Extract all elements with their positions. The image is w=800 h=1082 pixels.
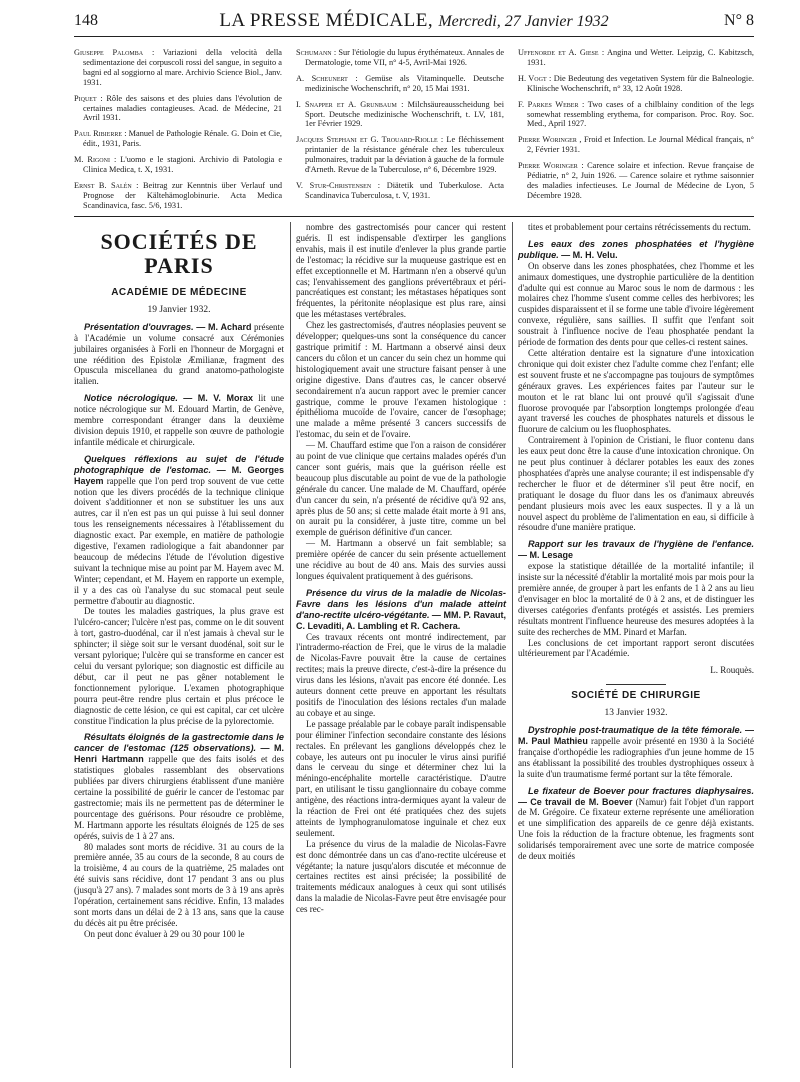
article-paragraph: [74, 393, 284, 448]
body-paragraph: — M. Chauffard estime que l'on a raison de considérer au point de vue clinique que certains malades opérés d'un cancer sont guéris, mais que la guérison réelle est beaucoup plus discutable au point de vue de la pathologie générale du cancer. Une malade de M. Chauffard, opérée d'un cancer du sein, n'a présenté de récidive qu'à 92 ans, après plus de 50 ans; si cette malade était morte à 91 ans, on aurait pu la considérer, à juste titre, comme un bel exemple de guérison définitive d'un cancer.: [296, 440, 506, 538]
article-text: lit une notice nécrologique sur M. Edouard Martin, de Genève, membre correspondant étranger dans la deuxième division depuis 1910, et rappelle son œuvre de pathologie infantile médicale et chirurgicale.: [74, 393, 285, 447]
article-authors: — M. Henri Hartmann: [74, 743, 285, 765]
reference-text: : Variazioni della velocità della sedimentazione dei corpuscoli rossi del sangue, in seguito a bagni ed al soggiorno al mare. Archivio Science Biol., Janv. 1931.: [83, 48, 282, 87]
reference-text: : Milchsäureausscheidung bei Sport. Deutsche medizinische Wochenschrift, t. LV, 181, 1er Février 1929.: [305, 99, 505, 129]
reference-entry: [296, 48, 504, 68]
reference-entry: [74, 181, 282, 211]
reference-text: , Froid et Infection. Le Journal Médical français, n° 2, Février 1931.: [527, 135, 755, 155]
reference-author: Paul Ribierre: [74, 129, 122, 139]
article-heading: Quelques réflexions au sujet de l'étude photographique de l'estomac.: [74, 453, 284, 475]
body-paragraph: Cette altération dentaire est la signature d'une intoxication chronique qui doit exister chez l'adulte comme chez l'enfant; elle est souvent fruste et ne s'accompagne pas toujours de symptômes généraux graves. Les expériences faites par l'auteur sur le mouton et le rat blanc lui ont prouvé qu'il s'agissait d'une fluorose provoquée par l'absorption longtemps prolongée d'eau ayant traversé les couches de phosphates naturels et dissous le fluorure de calcium ou les fluophosphates.: [518, 347, 754, 435]
body-paragraph: — M. Hartmann a observé un fait semblable; sa première opérée de cancer du sein présente actuellement une récidive au bout de 40 ans. Mais des survies aussi longues équivalent pratiquement à des guérisons.: [296, 538, 506, 581]
article-authors: — M. Paul Mathieu: [518, 725, 755, 746]
reference-author: Piquet: [74, 93, 97, 103]
article-text: rappelle que des faits isolés et des statistiques globales rassemblant des observations publiées par divers chirurgiens établissent d'une manière certaine la possibilité de guérir le cancer de l'estomac par gastrectomie; mais ils ne permettent pas de déterminer le pourcentage des guérisons. Pour résoudre ce problème, M. Hartmann apporte les résultats éloignés de 125 de ses opérés, suivis de 1 à 27 ans.: [74, 754, 285, 841]
reference-text: : L'uomo e le stagioni. Archivio di Patologia e Clinica Medica, t. X, 1931.: [83, 155, 283, 175]
reference-text: : Carence solaire et infection. Revue française de Pédiatrie, n° 2, Juin 1926. — Carence solaire et rythme saisonnier des maladies infectieuses. Le Journal de Médecine de Lyon, 5 Décembre 1928.: [527, 161, 754, 200]
reference-author: Jacques Stephani et G. Trouard-Riolle: [296, 135, 438, 145]
article-heading: Dystrophie post-traumatique de la tête fémorale.: [528, 725, 743, 736]
reference-text: : Die Bedeutung des vegetativen System für die Balneologie. Klinische Wochenschrift, n° 33, 12 Août 1928.: [527, 73, 754, 93]
academie-items: [74, 322, 284, 940]
main-col-2: [296, 222, 506, 915]
header-rule: [74, 36, 754, 37]
article-heading: Le fixateur de Boever pour fractures diaphysaires.: [528, 785, 754, 796]
issue-date: Mercredi, 27 Janvier 1932: [438, 13, 609, 30]
reference-text: : Sur l'étiologie du lupus érythémateux. Annales de Dermatologie, tome VII, n° 4-5, Avril-Mai 1926.: [305, 48, 505, 67]
hartmann-continuation: [296, 222, 506, 582]
reference-entry: [296, 181, 504, 201]
journal-title-line: [74, 10, 754, 32]
reference-text: : Angina und Wetter. Leipzig, C. Kabitzsch, 1931.: [527, 48, 754, 67]
article-text: (Namur) fait l'objet d'un rapport de M. Grégoire. Ce fixateur externe représente une amélioration et une simplification des appareils de ce genre déjà existants. Une fois la réduction de la fracture obtenue, les fragments sont solidarisés temporairement avec une sorte de matrice composée de deux moitiés: [518, 796, 755, 862]
reference-author: Schumann: [296, 48, 332, 57]
reference-text: : Le fléchissement printanier de la résistance générale chez les tuberculeux pulmonaires, traduit par la déviation à gauche de la formule d'Arneth. Revue de la Tuberculose, n° 6, Décembre 1929.: [305, 135, 504, 175]
reference-text: : Beitrag zur Kenntnis über Verlauf und Prognose der Kältehämoglobinurie. Acta Medica Scandinavica, fasc. 5/6, 1931.: [83, 180, 282, 210]
body-paragraph: Contrairement à l'opinion de Cristiani, le fluor contenu dans les eaux peut donc être la cause d'une intoxication chronique. On ne peut plus continuer à déclarer potables les eaux des zones phosphatées d'après une analyse courante; il est indispensable d'y rechercher le fluor et de déterminer s'il peut être nocif, en pratiquant le dosage du fluor dans les os d'animaux abreuvés pendant plusieurs mois avec les eaux suspectes. Il y a là un nouvel aspect du problème de l'alimentation en eau, si difficile à résoudre d'une manière pratique.: [518, 435, 754, 533]
reference-author: A. Scheunert: [296, 73, 348, 83]
academie-title: ACADÉMIE DE MÉDECINE: [111, 287, 247, 298]
page-header: [74, 8, 754, 36]
article-text: 80 malades sont morts de récidive. 31 au cours de la première année, 35 au cours de la seconde, 8 au cours de la troisième, 4 au cours de la quatrième, 25 malades ont été suivis sans récidive, dont 17 pendant 3 ans ou plus (jusqu'à 27 ans). 7 malades sont morts de 3 à 19 ans après l'opération, certainement sans récidive. Enfin, 13 malades sont morts dans un délai de 2 à 13 ans, sans que la cause du décès ait pu être précisée.: [74, 841, 284, 928]
reference-entry: [296, 74, 504, 94]
rapport-body: [518, 561, 754, 659]
article-heading: Présentation d'ouvrages.: [84, 321, 194, 332]
reference-author: V. Stur-Christensen: [296, 180, 372, 190]
reference-entry: [518, 135, 754, 155]
reference-author: Pierre Woringer: [518, 135, 577, 145]
body-paragraph: Ces travaux récents ont montré indirectement, par l'intradermo-réaction de Frei, que le virus de la maladie de Nicolas-Favre pouvait être la cause de certaines rectites; mais la preuve directe, c'est-à-dire la présence du virus dans les lésions, n'avait pas encore été donnée. Les auteurs donnent cette preuve en apportant les résultats positifs de l'inoculation des lésions rectales d'un malade au cobaye et au singe.: [296, 631, 506, 718]
article-paragraph: [74, 322, 284, 387]
article-text: rappelle avoir présenté en 1930 à la Société française d'orthopédie les radiographies d'un jeune homme de 15 ans établissant la possibilité des troubles dystrophiques osseux à la suite d'un traumatisme fermé portant sur la tête fémorale.: [518, 735, 754, 779]
signature: L. Rouquès.: [710, 665, 754, 676]
references-rule: [74, 216, 754, 217]
article-paragraph: [74, 454, 284, 607]
body-paragraph: On observe dans les zones phosphatées, chez l'homme et les animaux domestiques, une dystrophie particulière de la dentition d'adulte qui est connue au Maroc sous le nom de darmous : les molaires chez l'homme s'usent comme celles des herbivores; les cuspides disparaissent et il se forme une table d'ivoire légèrement convexe, régulière, sans saillies. Il suffit que l'enfant soit soustrait à l'influence nocive de l'eau phosphatée pendant la période de formation des dents pour que celles-ci restent saines.: [518, 260, 754, 348]
rapport-heading: Rapport sur les travaux de l'hygiène de l'enfance. — M. Lesage: [518, 539, 754, 561]
main-col-3: [518, 222, 754, 862]
body-paragraph: Chez les gastrectomisés, d'autres néoplasies peuvent se développer; quelques-uns sont la conséquence du cancer gastrique primitif : M. Hartmann a observé ainsi deux cancers du côlon et un cancer du sein chez un homme qui histologiquement avait une structure faisant penser à une origine digestive. Dans d'autres cas, le cancer observé secondairement n'a aucun rapport avec le premier cancer gastrique, comme le prouve l'examen histologique : épithélioma mucoïde de l'ovaire, cancer de l'œsophage; une malade a même présenté 3 cancers successifs de l'estomac, du sein et de l'ovaire.: [296, 320, 506, 440]
reference-author: Pierre Woringer: [518, 161, 578, 171]
eaux-heading: Les eaux des zones phosphatées et l'hygiène publique. — M. H. Velu.: [518, 238, 754, 260]
reference-entry: [74, 94, 282, 124]
reference-text: : Diätetik und Tuberkulose. Acta Scandinavica Tuberculosa, t. V, 1931.: [305, 180, 504, 200]
chirurgie-title: SOCIÉTÉ DE CHIRURGIE: [571, 690, 701, 702]
article-heading: Notice nécrologique.: [84, 393, 178, 404]
reference-entry: [296, 135, 504, 175]
section-divider: [606, 684, 666, 685]
journal-title: LA PRESSE MÉDICALE,: [219, 10, 434, 31]
article-paragraph: [74, 929, 284, 940]
column-divider: [512, 222, 513, 1068]
article-paragraph: [74, 842, 284, 929]
article-text: De toutes les maladies gastriques, la plus grave est l'ulcéro-cancer; l'ulcère n'est pas, comme on le dit souvent à tort, gastro-duodénal, car il n'est jamais à cheval sur le sphincter; il siège soit sur le versant duodénal, soit sur le versant pylorique; l'ulcère qui se transforme en cancer est celui du versant pylorique; son diagnostic est difficile au début, car il peut ne pas gêner notablement le fonctionnement pylorique. L'examen photographique pourra peut-être rendre plus certain et plus précoce le diagnostic de cette lésion, ce qui est capital, car cet ulcère constitue l'indication la plus précise de la pylorectomie.: [74, 606, 284, 726]
nicolas-favre-body: [296, 632, 506, 916]
reference-author: I. Snapper et A. Grunbaum: [296, 99, 397, 109]
reference-entry: [74, 48, 282, 88]
section-title: SOCIÉTÉS DE PARIS: [100, 229, 258, 278]
article-heading: Résultats éloignés de la gastrectomie dans le cancer de l'estomac (125 observations).: [74, 732, 284, 754]
eaux-body: [518, 261, 754, 534]
reference-entry: [518, 74, 754, 94]
article-text: On peut donc évaluer à 29 ou 30 pour 100 le: [84, 928, 245, 939]
reference-author: F. Parkes Weber: [518, 99, 579, 109]
reference-entry: [518, 161, 754, 201]
article-text: rappelle que l'on perd trop souvent de vue cette notion que les divers procédés de la technique clinique doivent s'additionner et non se substituer les uns aux autres, car il n'en est pas un qui puisse à lui seul donner tous les renseignements nécessaires à l'établissement du diagnostic exact. Par exemple, en matière de pathologie digestive, l'examen radiologique a fait abandonner par beaucoup de médecins l'étude de l'évolution digestive suivant la technique mise au point par M. Hayem avec M. Winter; cependant, et M. Hayem en rapporte un exemple, il y a des cas où l'analyse du suc stomacal peut seule permettre d'aboutir au diagnostic.: [74, 475, 284, 606]
chirurgie-items: [518, 725, 754, 862]
article-text: présente à l'Académie un volume consacré aux Cérémonies jubilaires organisées à Forli en l'honneur de Morgagni et une réédition des Epistolæ Æmilianæ, fragment des Opuscula miscellanea du grand anatomo-pathologiste italien.: [74, 321, 285, 387]
page-number: 148: [74, 12, 98, 29]
body-paragraph: nombre des gastrectomisés pour cancer qui restent guéris. Il est indispensable d'extirper les ganglions envahis, mais il est inutile d'enlever la plus grande partie de l'estomac; la récidive sur la muqueuse gastrique est en effet exceptionnelle et M. Hartmann n'en a observé qu'un cas; l'envahissement des ganglions prévertébraux et péri-pancréatiques est constant; les métastases hépatiques sont fréquentes, la péritonite néoplasique est plus rare, ainsi que les métastases vertébrales.: [296, 222, 506, 320]
article-paragraph: [518, 786, 754, 862]
column-divider: [290, 222, 291, 1068]
references-col-2: [296, 48, 504, 207]
main-col-1: [74, 226, 284, 940]
article-authors: — M. V. Morax: [183, 393, 253, 404]
references-col-3: [518, 48, 754, 207]
references-col-1: [74, 48, 282, 217]
reference-entry: [296, 100, 504, 130]
chirurgie-date: 13 Janvier 1932.: [604, 708, 668, 719]
reference-text: : Manuel de Pathologie Rénale. G. Doin et Cie, édit., 1931, Paris.: [83, 129, 282, 149]
reference-author: Ernst B. Salén: [74, 180, 132, 190]
academie-date: 19 Janvier 1932.: [147, 304, 211, 315]
body-paragraph: La présence du virus de la maladie de Nicolas-Favre est donc démontrée dans un cas d'ano-rectite ulcéreuse et végétante; la nature jusqu'alors discutée et méconnue de certaines rectites est ainsi précisée; la possibilité de traitements médicaux analogues à ceux qui sont utilisés dans la maladie de Nicolas-Favre peut être envisagée pour ces rec-: [296, 838, 506, 915]
issue-number: N° 8: [724, 12, 754, 29]
article-authors: — M. Georges Hayem: [74, 464, 285, 486]
rectites-continuation: tites et probablement pour certains rétrécissements du rectum.: [528, 222, 751, 232]
reference-entry: [74, 129, 282, 149]
reference-entry: [518, 100, 754, 130]
body-paragraph: expose la statistique détaillée de la mortalité infantile; il insiste sur la nécessité d'établir la mortalité mois par mois pour la première année, de grouper à part les enfants de 1 à 2 ans au lieu d'envisager en bloc la mortalité de 0 à 2 ans, et de distinguer les diverses catégories d'enfants protégés et assistés. Les premiers résultats montrent l'influence heureuse des mesures adoptées à la suite des recherches de MM. Pinard et Marfan.: [518, 561, 754, 637]
reference-author: M. Rigoni: [74, 155, 110, 165]
reference-author: Giuseppe Palomba: [74, 48, 144, 57]
body-paragraph: Le passage préalable par le cobaye paraît indispensable pour éliminer l'infection secondaire constante des lésions rectales. En prélevant les ganglions développés chez le cobaye, les auteurs ont pu inoculer le virus ainsi purifié dans le cerveau du singe et déterminer chez lui la méningo-encéphalite mortelle caractéristique. D'autre part, en utilisant le tissu ganglionnaire du cobaye comme antigène, des réactions intra-dermiques ayant la valeur de la réaction de Frei ont été pratiquées chez des sujets atteints de lymphogranulomatose inguinale et chez eux seulement.: [296, 718, 506, 838]
nicolas-favre-heading: Présence du virus de la maladie de Nicolas-Favre dans les lésions d'un malade atteint d'ano-rectite ulcéro-végétante. — MM. P. Ravaut, C. Levaditi, A. Lambling et R. Cachera.: [296, 587, 507, 631]
article-paragraph: [74, 732, 284, 841]
body-paragraph: Les conclusions de cet important rapport seront discutées ultérieurement par l'Académie.: [518, 637, 754, 659]
reference-author: Uffenorde et A. Giese: [518, 48, 599, 57]
article-authors: — M. Achard: [196, 321, 252, 332]
reference-entry: [518, 48, 754, 68]
reference-author: H. Vogt: [518, 73, 547, 83]
reference-entry: [74, 155, 282, 175]
reference-text: : Gemüse als Vitaminquelle. Deutsche medizinische Wochenschrift, n° 20, 15 Mai 1931.: [305, 73, 504, 93]
reference-text: : Two cases of a chilblainy condition of the legs somewhat ressembling erythema, for comparison. Proc. Roy. Soc. Med., April 1927.: [527, 99, 754, 129]
reference-text: : Rôle des saisons et des pluies dans l'évolution de certaines maladies contagieuses. Acad. de Médecine, 21 Avril 1931.: [83, 93, 282, 123]
article-paragraph: [518, 725, 754, 780]
article-paragraph: [74, 606, 284, 726]
article-authors: — Ce travail de M. Boever: [518, 796, 633, 807]
